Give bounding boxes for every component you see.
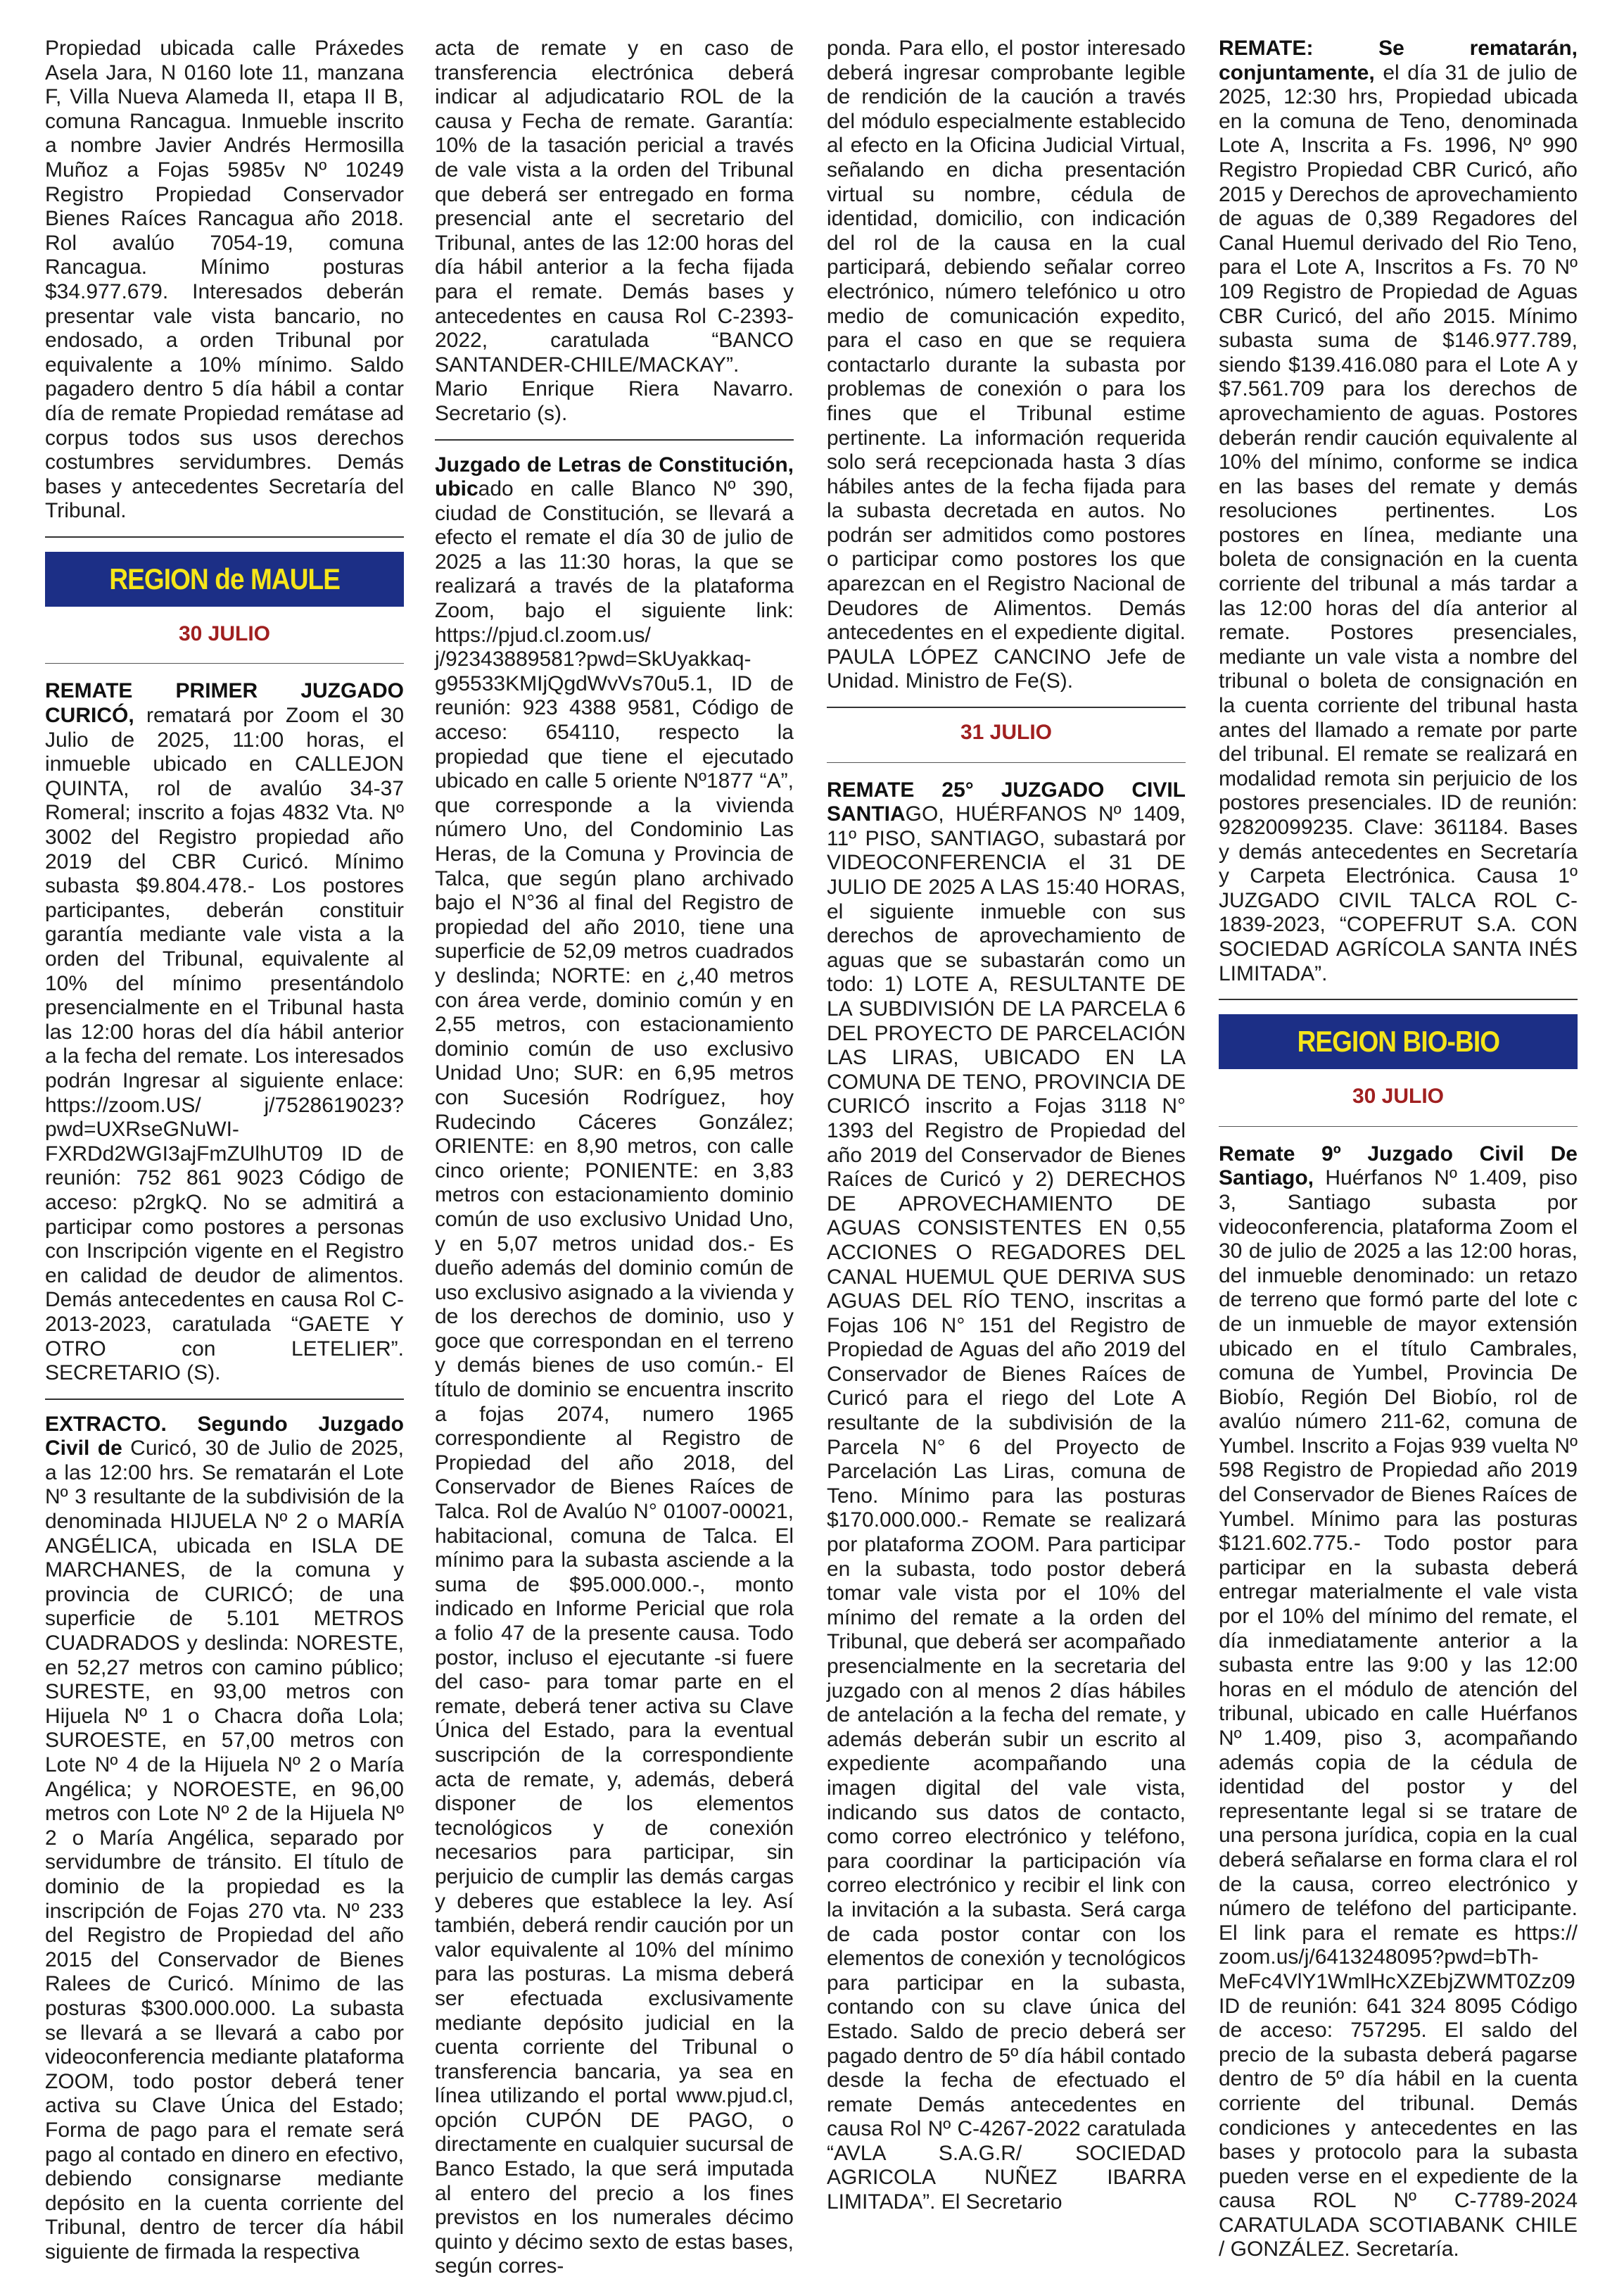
section-divider	[1219, 999, 1578, 1000]
notice-paragraph	[435, 37, 794, 427]
auction-date-heading: 30 JULIO	[1219, 1085, 1578, 1109]
notice-lead: REMATE 25° JUZGADO CIVIL SANTIA	[827, 778, 1186, 826]
section-divider	[1219, 1126, 1578, 1127]
notice-paragraph	[45, 679, 404, 1385]
notice-paragraph	[1219, 37, 1578, 986]
notice-lead: EXTRACTO. Segundo Juzgado Civil de	[45, 1413, 404, 1460]
notice-body: Curicó, 30 de Julio de 2025, a las 12:00 hrs. Se rematarán el Lote Nº 3 resultante de la subdivisión de la denominada HIJUELA Nº 2 o MARÍA ANGÉLICA, ubicada en ISLA DE MARCHANES, de la comuna y provincia de CURICÓ; de una superficie de 5.101 METROS CUADRADOS y deslinda: NORESTE, en 52,27 metros con camino público; SURESTE, en 93,00 metros con Hijuela Nº 1 o Chacra doña Lola; SUROESTE, en 57,00 metros con Lote Nº 4 de la Hijuela Nº 2 o María Angélica; y NOROESTE, en 96,00 metros con Lote Nº 2 de la Hijuela Nº 2 o María Angélica, separado por servidumbre de tránsito. El título de dominio de la propiedad es la inscripción de Fojas 270 vta. Nº 233 del Registro de Propiedad del año 2015 del Conservador de Bienes Ralees de Curicó. Mínimo de las posturas $300.000.000. La subasta se llevará a se llevará a cabo por videoconferencia mediante plataforma ZOOM, todo postor deberá tener activa su Clave Única del Estado; Forma de pago para el remate será pago al contado en dinero en efectivo, debiendo consignarse mediante depósito en la cuenta corriente del Tribunal, dentro de tercer día hábil siguiente de firmada la respectiva	[45, 1437, 404, 2264]
region-banner	[45, 552, 404, 607]
auction-date-heading: 31 JULIO	[827, 721, 1186, 745]
section-divider	[45, 1399, 404, 1400]
notice-body: GO, HUÉRFANOS Nº 1409, 11º PISO, SANTIAGO, subastará por VIDEOCONFERENCIA el 31 DE JULIO DE 2025 A LAS 15:40 HORAS, el siguiente inmueble con sus derechos de aprovechamiento de aguas que se subastarán como un todo: 1) LOTE A, RESULTANTE DE LA SUBDIVISIÓN DE LA PARCELA 6 DEL PROYECTO DE PARCELACIÓN LAS LIRAS, UBICADO EN LA COMUNA DE TENO, PROVINCIA DE CURICÓ inscrito a Fojas 3118 N° 1393 del Registro de Propiedad del año 2019 del Conservador de Bienes Raíces de Curicó y 2) DERECHOS DE APROVECHAMIENTO DE AGUAS CONSISTENTES EN 0,55 ACCIONES O REGADORES DEL CANAL HUEMUL QUE DERIVA SUS AGUAS DEL RÍO TENO, inscritas a Fojas 106 N° 151 del Registro de Propiedad de Aguas del año 2019 del Conservador de Bienes Raíces de Curicó para el riego del Lote A resultante de la subdivisión de la Parcela N° 6 del Proyecto de Parcelación Las Liras, comuna de Teno. Mínimo para las posturas $170.000.000.- Remate se realizará por plataforma ZOOM. Para participar en la subasta, todo postor deberá tomar vale vista por el 10% del mínimo del remate a la orden del Tribunal, que deberá ser acompañado presencialmente en la secretaria del juzgado con al menos 2 días hábiles de antelación a la fecha del remate, y además deberán subir un escrito al expediente acompañando una imagen digital del vale vista, indicando sus datos de contacto, como correo electrónico y teléfono, para coordinar la participación vía correo electrónico y recibir el link con la invitación a la subasta. Será carga de cada postor contar con los elementos de conexión y tecnológicos para participar en la subasta, contando con su clave única del Estado. Saldo de precio deberá ser pagado dentro de 5º día hábil contado desde la fecha de efectuado el remate Demás antecedentes en causa Rol Nº C-4267-2022 caratulada “AVLA S.A.G.R/ SOCIEDAD AGRICOLA NUÑEZ IBARRA LIMITADA”. El Secretario	[827, 802, 1186, 2214]
section-divider	[827, 762, 1186, 763]
notice-lead: REMATE PRIMER JUZGADO CURICÓ,	[45, 679, 404, 727]
region-banner	[1219, 1014, 1578, 1069]
column-4	[1219, 37, 1578, 2262]
notice-body: Propiedad ubicada calle Práxedes Asela Jara, N 0160 lote 11, manzana F, Villa Nueva Alameda II, etapa II B, comuna Rancagua. Inmueble inscrito a nombre Javier Andrés Hermosilla Muñoz a Fojas 5985v Nº 10249 Registro Propiedad Conservador Bienes Raíces Rancagua año 2018. Rol avalúo 7054-19, comuna Rancagua. Mínimo posturas $34.977.679. Interesados deberán presentar vale vista bancario, no endosado, a orden Tribunal por equivalente a 10% mínimo. Saldo pagadero dentro 5 día hábil a contar día de remate Propiedad remátase ad corpus todos sus usos derechos costumbres servidumbres. Demás bases y antecedentes Secretaría del Tribunal.	[45, 37, 404, 522]
notice-body: el día 31 de julio de 2025, 12:30 hrs, Propiedad ubicada en la comuna de Teno, denominada Lote A, Inscrita a Fs. 1996, Nº 990 Registro Propiedad CBR Curicó, año 2015 y Derechos de aprovechamiento de aguas de 0,389 Regadores del Canal Huemul derivado del Rio Teno, para el Lote A, Inscritos a Fs. 70 Nº 109 Registro de Propiedad de Aguas CBR Curicó, del año 2015. Mínimo subasta suma de $146.977.789, siendo $139.416.080 para el Lote A y $7.561.709 para los derechos de aprovechamiento de aguas. Postores deberán rendir caución equivalente al 10% del mínimo, conforme se indica en las bases del remate y demás resoluciones pertinentes. Los postores en línea, mediante una boleta de consignación en la cuenta corriente del tribunal a más tardar a las 12:00 horas del día anterior al remate. Postores presenciales, mediante un vale vista a nombre del tribunal o boleta de consignación en la cuenta corriente del tribunal hasta antes del llamado a remate por parte del tribunal. El remate se realizará en modalidad remota sin perjuicio de los postores presenciales. ID de reunión: 92820099235. Clave: 361184. Bases y demás antecedentes en Secretaría y Carpeta Electrónica. Causa 1º JUZGADO CIVIL TALCA ROL C-1839-2023, “COPEFRUT S.A. CON SOCIEDAD AGRÍCOLA SANTA INÉS LIMITADA”.	[1219, 61, 1578, 985]
notice-lead: REMATE: Se rematarán, conjuntamente,	[1219, 37, 1578, 84]
notice-lead: Remate 9º Juzgado Civil De Santiago,	[1219, 1142, 1578, 1190]
notice-paragraph	[45, 37, 404, 524]
region-banner-title: REGION BIO-BIO	[1297, 1030, 1499, 1054]
notice-body: Huérfanos Nº 1.409, piso 3, Santiago subasta por videoconferencia, plataforma Zoom el 30 de julio de 2025 a las 12:00 horas, del inmueble denominado: un retazo de terreno que formó parte del lote c de un inmueble de mayor extensión ubicado en el título Cambrales, comuna de Yumbel, Provincia De Biobío, Región Del Biobío, rol de avalúo número 211-62, comuna de Yumbel. Inscrito a Fojas 939 vuelta Nº 598 Registro de Propiedad año 2019 del Conservador de Bienes Raíces de Yumbel. Mínimo para las posturas $121.602.775.- Todo postor para participar en la subasta deberá entregar materialmente el vale vista por el 10% del mínimo del remate, el día inmediatamente anterior a la subasta entre las 9:00 y las 12:00 horas en el módulo de atención del tribunal, ubicado en calle Huérfanos Nº 1.409, piso 3, acompañando además copia de la cédula de identidad del postor y del representante legal si se tratare de una persona jurídica, copia en la cual deberá señalarse en forma clara el rol de la causa, correo electrónico y número de teléfono del participante. El link para el remate es https:// zoom.us/j/6413248095?pwd=bTh-MeFc4VlY1WmlHcXZEbjZWMT0Zz09 ID de reunión: 641 324 8095 Código de acceso: 757295. El saldo del precio de la subasta deberá pagarse dentro de 5º día hábil en la cuenta corriente del tribunal. Demás condiciones y antecedentes en las bases y protocolo para la subasta pueden verse en el expediente de la causa ROL Nº C-7789-2024 CARATULADA SCOTIABANK CHILE / GONZÁLEZ. Secretaría.	[1219, 1166, 1578, 2261]
notice-body: rematará por Zoom el 30 Julio de 2025, 11:00 horas, el inmueble ubicado en CALLEJON QUINTA, rol de avalúo 34-37 Romeral; inscrito a fojas 4832 Vta. Nº 3002 del Registro propiedad año 2019 del CBR Curicó. Mínimo subasta $9.804.478.- Los postores participantes, deberán constituir garantía mediante vale vista a la orden del Tribunal, equivalente al 10% del mínimo presentándolo presencialmente en el Tribunal hasta las 12:00 horas del día hábil anterior a la fecha del remate. Los interesados podrán Ingresar al siguiente enlace: https://zoom.US/ j/7528619023?pwd=UXRseGNuWI-FXRDd2WGI3ajFmZUlhUT09 ID de reunión: 752 861 9023 Código de acceso: p2rgkQ. No se admitirá a participar como postores a personas con Inscripción vigente en el Registro en calidad de deudor de alimentos. Demás antecedentes en causa Rol C-2013-2023, caratulada “GAETE Y OTRO con LETELIER”. SECRETARIO (S).	[45, 704, 404, 1384]
notice-body: ponda. Para ello, el postor interesado deberá ingresar comprobante legible de rendición de la caución a través del módulo especialmente establecido al efecto en la Oficina Judicial Virtual, señalando en dicha presentación virtual su nombre, cédula de identidad, domicilio, con indicación del rol de la causa en la cual participará, debiendo señalar correo electrónico, número telefónico u otro medio de comunicación expedito, para el caso en que se requiera contactarlo durante la subasta por problemas de conexión o para los fines que el Tribunal estime pertinente. La información requerida solo será recepcionada hasta 3 días hábiles antes de la fecha fijada para la subasta decretada en autos. No podrán ser admitidos como postores o participar como postores los que aparezcan en el Registro Nacional de Deudores de Alimentos. Demás antecedentes en el expediente digital. PAULA LÓPEZ CANCINO Jefe de Unidad. Ministro de Fe(S).	[827, 37, 1186, 693]
notice-paragraph	[827, 778, 1186, 2215]
notice-body: ado en calle Blanco Nº 390, ciudad de Constitución, se llevará a efecto el remate el día 30 de julio de 2025 a las 11:30 horas, la que se realizará a través de la plataforma Zoom, bajo el siguiente link: https://pjud.cl.zoom.us/ j/92343889581?pwd=SkUyakkaq-g95533KMIjQgdWvVs70u5.1, ID de reunión: 923 4388 9581, Código de acceso: 654110, respecto la propiedad que tiene el ejecutado ubicado en calle 5 oriente Nº1877 “A”, que corresponde a la vivienda número Uno, del Condominio Las Heras, de la Comuna y Provincia de Talca, que según plano archivado bajo el N°36 al final del Registro de propiedad del año 2010, tiene una superficie de 52,09 metros cuadrados y deslinda; NORTE: en ¿,40 metros con área verde, dominio común y en 2,55 metros, con estacionamiento dominio común de uso exclusivo Unidad Uno; SUR: en 6,95 metros con Sucesión Rodríguez, hoy Rudecindo Cáceres González; ORIENTE: en 8,90 metros, con calle cinco oriente; PONIENTE: en 3,83 metros con estacionamiento dominio común de uso exclusivo Unidad Uno, y en 5,07 metros unidad dos.- Es dueño además del dominio común de uso exclusivo asignado a la vivienda y de los derechos de dominio, uso y goce que correspondan en el terreno y demás bienes de uso común.- El título de dominio se encuentra inscrito a fojas 2074, numero 1965 correspondiente al Registro de Propiedad del año 2018, del Conservador de Bienes Raíces de Talca. Rol de Avalúo N° 01007-00021, habitacional, comuna de Talca. El mínimo para la subasta asciende a la suma de $95.000.000.-, monto indicado en Informe Pericial que rola a folio 47 de la presente causa. Todo postor, incluso el ejecutante -si fuere del caso- para tomar parte en el remate, deberá tener activa su Clave Única del Estado, para la eventual suscripción de la correspondiente acta de remate, y, además, deberá disponer de los elementos tecnológicos y de conexión necesarios para participar, sin perjuicio de cumplir las demás cargas y deberes que establece la ley. Así también, deberá rendir caución por un valor equivalente al 10% del mínimo para las posturas. La misma deberá ser efectuada exclusivamente mediante depósito judicial en la cuenta corriente del Tribunal o transferencia bancaria, ya sea en línea utilizando el portal www.pjud.cl, opción CUPÓN DE PAGO, o directamente en cualquier sucursal de Banco Estado, la que será imputada al entero del precio a los fines previstos en los numerales décimo quinto y décimo sexto de estas bases, según corres-	[435, 477, 794, 2278]
region-banner-title: REGION de MAULE	[109, 567, 340, 592]
notice-lead: Juzgado de Letras de Constitución, ubic	[435, 453, 794, 501]
notice-paragraph	[827, 37, 1186, 694]
column-3	[827, 37, 1186, 2215]
section-divider	[45, 536, 404, 538]
section-divider	[45, 663, 404, 664]
notice-paragraph	[45, 1413, 404, 2265]
auction-date-heading: 30 JULIO	[45, 622, 404, 647]
column-2	[435, 37, 794, 2279]
notice-body: acta de remate y en caso de transferencia electrónica deberá indicar al adjudicatario ROL de la causa y Fecha de remate. Garantía: 10% de la tasación pericial a través de vale vista a la orden del Tribunal que deberá ser entregado en forma presencial ante el secretario del Tribunal, antes de las 12:00 horas del día hábil anterior a la fecha fijada para el remate. Demás bases y antecedentes en causa Rol C-2393-2022, caratulada “BANCO SANTANDER-CHILE/MACKAY”. Mario Enrique Riera Navarro. Secretario (s).	[435, 37, 794, 425]
column-1	[45, 37, 404, 2264]
section-divider	[435, 439, 794, 441]
notice-paragraph	[435, 453, 794, 2279]
notice-paragraph	[1219, 1142, 1578, 2262]
section-divider	[827, 707, 1186, 708]
